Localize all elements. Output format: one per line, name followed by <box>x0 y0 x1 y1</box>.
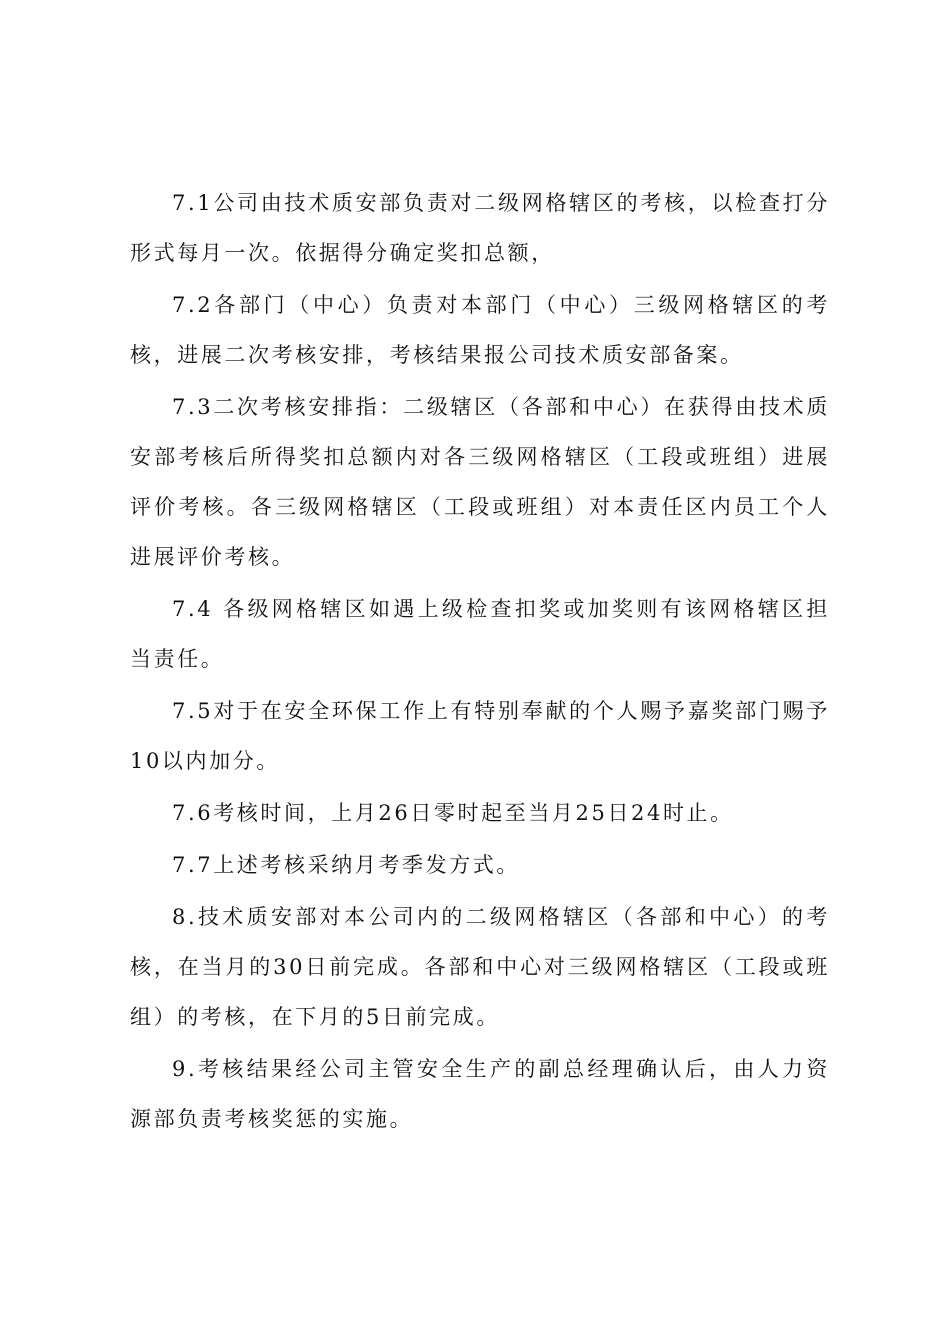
paragraph-7-6: 7.6考核时间，上月26日零时起至当月25日24时止。 <box>172 801 734 825</box>
paragraph-7-1: 7.1公司由技术质安部负责对二级网格辖区的考核，以检查打分形式每月一次。依据得分确定奖扣总额， <box>130 191 830 265</box>
document-body <box>130 178 830 1146</box>
paragraph-7-3: 7.3二次考核安排指：二级辖区（各部和中心）在获得由技术质安部考核后所得奖扣总额内对各三级网格辖区（工段或班组）进展评价考核。各三级网格辖区（工段或班组）对本责任区内员工个人进展评价考核。 <box>130 395 830 569</box>
paragraph-7-2: 7.2各部门（中心）负责对本部门（中心）三级网格辖区的考核，进展二次考核安排，考核结果报公司技术质安部备案。 <box>130 293 830 367</box>
paragraph-9: 9.考核结果经公司主管安全生产的副总经理确认后，由人力资源部负责考核奖惩的实施。 <box>130 1057 830 1131</box>
paragraph-7-5: 7.5对于在安全环保工作上有特别奉献的个人赐予嘉奖部门赐予10以内加分。 <box>130 699 830 773</box>
paragraph-7-7: 7.7上述考核采纳月考季发方式。 <box>172 853 520 877</box>
paragraph-8: 8.技术质安部对本公司内的二级网格辖区（各部和中心）的考核，在当月的30日前完成。各部和中心对三级网格辖区（工段或班组）的考核，在下月的5日前完成。 <box>130 905 830 1029</box>
paragraph-7-4: 7.4 各级网格辖区如遇上级检查扣奖或加奖则有该网格辖区担当责任。 <box>130 597 830 671</box>
